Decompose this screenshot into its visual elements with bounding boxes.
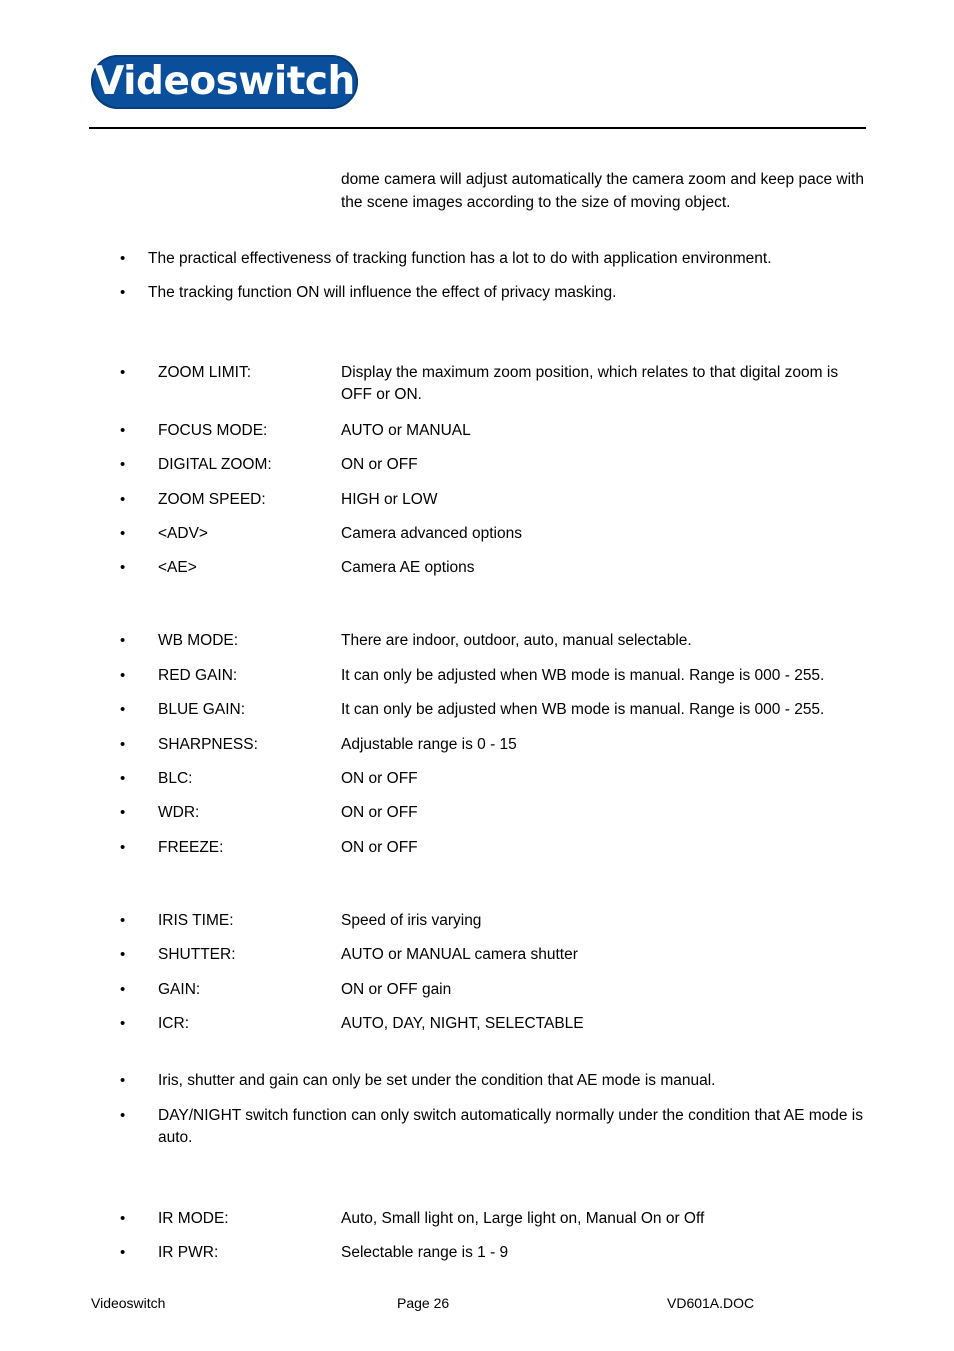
item-value: ON or OFF gain: [341, 981, 452, 998]
item-label: DIGITAL ZOOM:: [158, 456, 272, 473]
note-tracking-2: • The tracking function ON will influence the effect of privacy masking.: [120, 282, 868, 304]
item-label: GAIN:: [158, 981, 201, 998]
intro-paragraph: dome camera will adjust automatically the camera zoom and keep pace with the scene images according to the size of moving object.: [341, 171, 864, 211]
item-label: FREEZE:: [158, 839, 224, 856]
item-value: AUTO or MANUAL camera shutter: [341, 946, 578, 963]
item-label: WB MODE:: [158, 632, 239, 649]
header-rule: [89, 127, 866, 129]
item-label: <ADV>: [158, 525, 208, 542]
item-label: IR PWR:: [158, 1244, 219, 1261]
item-value: Auto, Small light on, Large light on, Manual On or Off: [341, 1210, 705, 1227]
note-ae-2: • DAY/NIGHT switch function can only switch automatically normally under the condition that AE mode is auto.: [120, 1105, 868, 1149]
item-label: FOCUS MODE:: [158, 422, 268, 439]
item-value: HIGH or LOW: [341, 491, 438, 508]
item-label: ZOOM SPEED:: [158, 491, 266, 508]
item-value: Camera AE options: [341, 559, 475, 576]
item-value: It can only be adjusted when WB mode is manual. Range is 000 - 255.: [341, 667, 825, 684]
item-value: AUTO, DAY, NIGHT, SELECTABLE: [341, 1015, 584, 1032]
item-value: Camera advanced options: [341, 525, 522, 542]
item-value: ON or OFF: [341, 770, 418, 787]
footer-doc-name: VD601A.DOC: [667, 1295, 755, 1311]
item-value: There are indoor, outdoor, auto, manual selectable.: [341, 632, 692, 649]
item-label: <AE>: [158, 559, 197, 576]
item-value: It can only be adjusted when WB mode is manual. Range is 000 - 255.: [341, 701, 825, 718]
item-value: AUTO or MANUAL: [341, 422, 471, 439]
item-value: Adjustable range is 0 - 15: [341, 736, 517, 753]
item-label: ICR:: [158, 1015, 189, 1032]
item-value: Selectable range is 1 - 9: [341, 1244, 509, 1261]
item-label: BLUE GAIN:: [158, 701, 245, 718]
item-value: ON or OFF: [341, 456, 418, 473]
item-label: ZOOM LIMIT:: [158, 364, 251, 381]
note-ae-1: • Iris, shutter and gain can only be set under the condition that AE mode is manual.: [120, 1070, 868, 1092]
note-tracking-1: • The practical effectiveness of tracking function has a lot to do with application environment.: [120, 248, 868, 270]
item-label: IR MODE:: [158, 1210, 229, 1227]
item-label: WDR:: [158, 804, 200, 821]
item-label: IRIS TIME:: [158, 912, 234, 929]
item-value: ON or OFF: [341, 839, 418, 856]
videoswitch-logo: Videoswitch: [91, 55, 358, 109]
item-label: RED GAIN:: [158, 667, 238, 684]
item-label: SHARPNESS:: [158, 736, 258, 753]
item-label: SHUTTER:: [158, 946, 236, 963]
footer-page-number: Page 26: [397, 1295, 450, 1311]
item-value: Display the maximum zoom position, which relates to that digital zoom is OFF or ON.: [341, 364, 839, 403]
footer-company: Videoswitch: [91, 1295, 166, 1311]
item-value: ON or OFF: [341, 804, 418, 821]
item-label: BLC:: [158, 770, 193, 787]
item-value: Speed of iris varying: [341, 912, 482, 929]
